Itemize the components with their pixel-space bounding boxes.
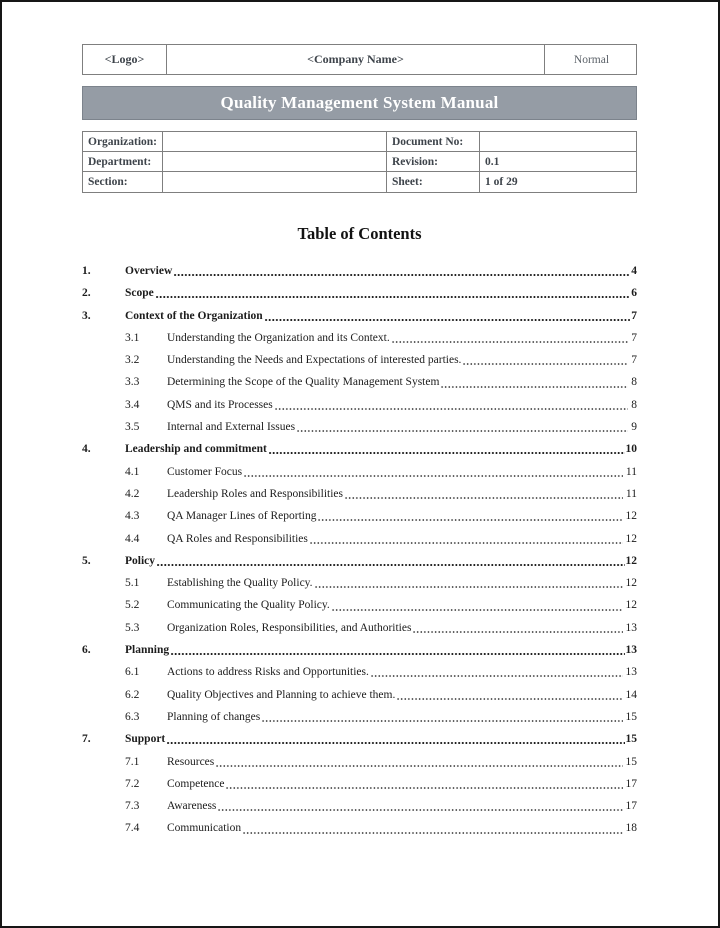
info-label-organization: Organization: (83, 132, 163, 152)
toc-entry-title: QMS and its Processes (167, 398, 273, 411)
toc-entry-page: 12 (625, 577, 637, 590)
toc-entry[interactable] (82, 572, 637, 594)
toc-entry-number: 7.3 (125, 800, 140, 813)
toc-entry-title: Actions to address Risks and Opportunities. (167, 666, 369, 679)
toc-entry-number: 3.5 (125, 421, 140, 434)
toc-entry-number: 3.3 (125, 376, 140, 389)
toc-entry-title: Quality Objectives and Planning to achieve them. (167, 688, 396, 701)
toc-entry-page: 12 (625, 532, 637, 545)
toc-leader-dots (243, 817, 622, 839)
toc-entry[interactable] (82, 349, 637, 371)
info-value-organization[interactable] (163, 132, 387, 152)
toc-entry[interactable] (82, 305, 637, 327)
toc-entry-page: 12 (625, 599, 637, 612)
info-value-section[interactable] (163, 172, 387, 192)
toc-entry-number: 6. (82, 644, 91, 657)
toc-leader-dots (397, 684, 622, 706)
toc-leader-dots (174, 260, 630, 282)
toc-heading: Table of Contents (297, 224, 422, 243)
toc-entry-title: Organization Roles, Responsibilities, and Authorities (167, 621, 412, 634)
toc-entry-title: Determining the Scope of the Quality Management System (167, 376, 440, 389)
toc-entry-number: 7.2 (125, 777, 140, 790)
toc-entry-title: Overview (125, 265, 173, 277)
toc-entry-number: 2. (82, 287, 91, 300)
toc-entry-page: 13 (625, 621, 637, 634)
toc-entry[interactable] (82, 617, 637, 639)
toc-entry-page: 4 (631, 265, 637, 277)
toc-entry-page: 7 (631, 309, 637, 322)
toc-entry-number: 7. (82, 733, 91, 746)
document-header-table (82, 44, 637, 75)
toc-entry-title: Policy (125, 554, 156, 567)
toc-leader-dots (345, 483, 623, 505)
document-info-table (82, 131, 637, 193)
info-label-section: Section: (83, 172, 163, 192)
info-label-document-no: Document No: (387, 132, 480, 152)
info-label-revision: Revision: (387, 152, 480, 172)
toc-entry-number: 5.1 (125, 577, 140, 590)
toc-entry[interactable] (82, 795, 637, 817)
document-title: Quality Management System Manual (220, 93, 499, 112)
document-status-label: Normal (573, 53, 610, 66)
toc-entry-page: 8 (631, 376, 637, 389)
toc-entry-page: 13 (625, 644, 637, 657)
toc-entry-number: 4.1 (125, 465, 140, 478)
toc-entry-title: Understanding the Organization and its Context. (167, 331, 390, 344)
toc-entry-number: 4.3 (125, 510, 140, 523)
toc-entry-number: 5.2 (125, 599, 140, 612)
toc-leader-dots (216, 751, 622, 773)
toc-entry-number: 4.4 (125, 532, 140, 545)
toc-entry-page: 15 (625, 733, 637, 746)
toc-entry-number: 6.3 (125, 710, 140, 723)
info-label-sheet: Sheet: (387, 172, 480, 192)
toc-leader-dots (244, 461, 623, 483)
toc-leader-dots (262, 706, 622, 728)
toc-entry[interactable] (82, 594, 637, 616)
toc-entry[interactable] (82, 483, 637, 505)
toc-leader-dots (218, 795, 622, 817)
toc-list (82, 260, 637, 840)
toc-entry-page: 15 (625, 710, 637, 723)
page-content (82, 44, 637, 840)
toc-entry[interactable] (82, 751, 637, 773)
toc-entry-title: QA Manager Lines of Reporting (167, 510, 317, 523)
toc-entry[interactable] (82, 817, 637, 839)
toc-entry-title: Support (125, 733, 166, 746)
toc-entry-number: 4. (82, 443, 91, 456)
toc-leader-dots (392, 327, 629, 349)
toc-leader-dots (315, 572, 623, 594)
toc-entry[interactable] (82, 773, 637, 795)
toc-leader-dots (318, 505, 622, 527)
toc-entry-title: Communicating the Quality Policy. (167, 599, 330, 612)
toc-entry-title: Leadership Roles and Responsibilities (167, 487, 343, 500)
toc-leader-dots (157, 550, 624, 572)
toc-entry-title: Resources (167, 755, 215, 768)
toc-entry[interactable] (82, 550, 637, 572)
toc-entry-title: Planning of changes (167, 710, 261, 723)
toc-entry[interactable] (82, 706, 637, 728)
toc-entry-number: 3. (82, 309, 91, 322)
info-value-sheet[interactable]: 1 of 29 (485, 176, 518, 188)
toc-entry-page: 12 (625, 554, 637, 567)
toc-entry-number: 3.1 (125, 331, 140, 344)
toc-entry-page: 17 (625, 800, 637, 813)
toc-entry-page: 12 (625, 510, 637, 523)
toc-entry[interactable] (82, 728, 637, 750)
toc-entry-page: 11 (625, 465, 637, 478)
toc-entry-number: 6.1 (125, 666, 140, 679)
toc-entry-page: 14 (625, 688, 637, 701)
toc-entry-number: 7.4 (125, 822, 140, 835)
toc-entry-page: 7 (631, 354, 637, 367)
toc-entry-number: 3.2 (125, 354, 140, 367)
toc-entry-page: 11 (625, 487, 637, 500)
toc-entry-title: Establishing the Quality Policy. (167, 577, 313, 590)
logo-placeholder[interactable]: <Logo> (83, 45, 167, 74)
toc-entry[interactable] (82, 394, 637, 416)
toc-entry-page: 18 (625, 822, 637, 835)
toc-entry-number: 4.2 (125, 487, 140, 500)
info-label-department: Department: (83, 152, 163, 172)
toc-entry-page: 6 (631, 287, 637, 300)
toc-entry-page: 10 (625, 443, 637, 456)
document-title-bar (82, 86, 637, 120)
toc-leader-dots (171, 639, 624, 661)
toc-entry[interactable] (82, 661, 637, 683)
company-name-placeholder[interactable]: <Company Name> (167, 45, 545, 74)
toc-entry[interactable] (82, 461, 637, 483)
toc-entry[interactable] (82, 639, 637, 661)
toc-entry-page: 13 (625, 666, 637, 679)
toc-leader-dots (441, 371, 628, 393)
toc-leader-dots (310, 528, 623, 550)
toc-entry-number: 5. (82, 554, 91, 567)
toc-leader-dots (297, 416, 628, 438)
toc-entry-number: 6.2 (125, 688, 140, 701)
toc-entry-title: QA Roles and Responsibilities (167, 532, 308, 545)
toc-leader-dots (371, 661, 623, 683)
document-page (2, 2, 718, 926)
toc-entry-title: Understanding the Needs and Expectations of interested parties. (167, 354, 462, 367)
toc-leader-dots (413, 617, 622, 639)
toc-leader-dots (265, 305, 631, 327)
toc-entry-number: 3.4 (125, 398, 140, 411)
toc-entry[interactable] (82, 327, 637, 349)
toc-entry[interactable] (82, 260, 637, 282)
toc-entry-title: Context of the Organization (125, 309, 263, 322)
toc-entry[interactable] (82, 505, 637, 527)
toc-leader-dots (226, 773, 622, 795)
info-value-document-no[interactable] (480, 132, 636, 152)
toc-entry[interactable] (82, 684, 637, 706)
info-value-department[interactable] (163, 152, 387, 172)
toc-entry-page: 8 (631, 398, 637, 411)
toc-entry-title: Planning (125, 644, 170, 657)
toc-entry[interactable] (82, 416, 637, 438)
toc-entry[interactable] (82, 371, 637, 393)
toc-entry-title: Leadership and commitment (125, 443, 267, 456)
toc-leader-dots (167, 728, 624, 750)
toc-leader-dots (275, 394, 629, 416)
toc-entry-number: 7.1 (125, 755, 140, 768)
toc-entry-number: 1. (82, 265, 91, 277)
toc-entry-page: 17 (625, 777, 637, 790)
toc-leader-dots (269, 438, 625, 460)
info-value-revision[interactable]: 0.1 (480, 152, 636, 172)
toc-leader-dots (463, 349, 628, 371)
toc-entry-title: Scope (125, 287, 154, 300)
toc-entry-title: Internal and External Issues (167, 421, 296, 434)
toc-entry-page: 15 (625, 755, 637, 768)
toc-entry-title: Competence (167, 777, 225, 790)
toc-entry-page: 9 (631, 421, 637, 434)
toc-entry[interactable] (82, 528, 637, 550)
toc-entry-title: Customer Focus (167, 465, 243, 478)
toc-entry-number: 5.3 (125, 621, 140, 634)
toc-entry[interactable] (82, 438, 637, 460)
toc-entry-page: 7 (631, 331, 637, 344)
toc-entry-title: Awareness (167, 800, 217, 813)
toc-leader-dots (156, 282, 631, 304)
toc-entry[interactable] (82, 282, 637, 304)
toc-leader-dots (332, 594, 623, 616)
toc-entry-title: Communication (167, 822, 242, 835)
